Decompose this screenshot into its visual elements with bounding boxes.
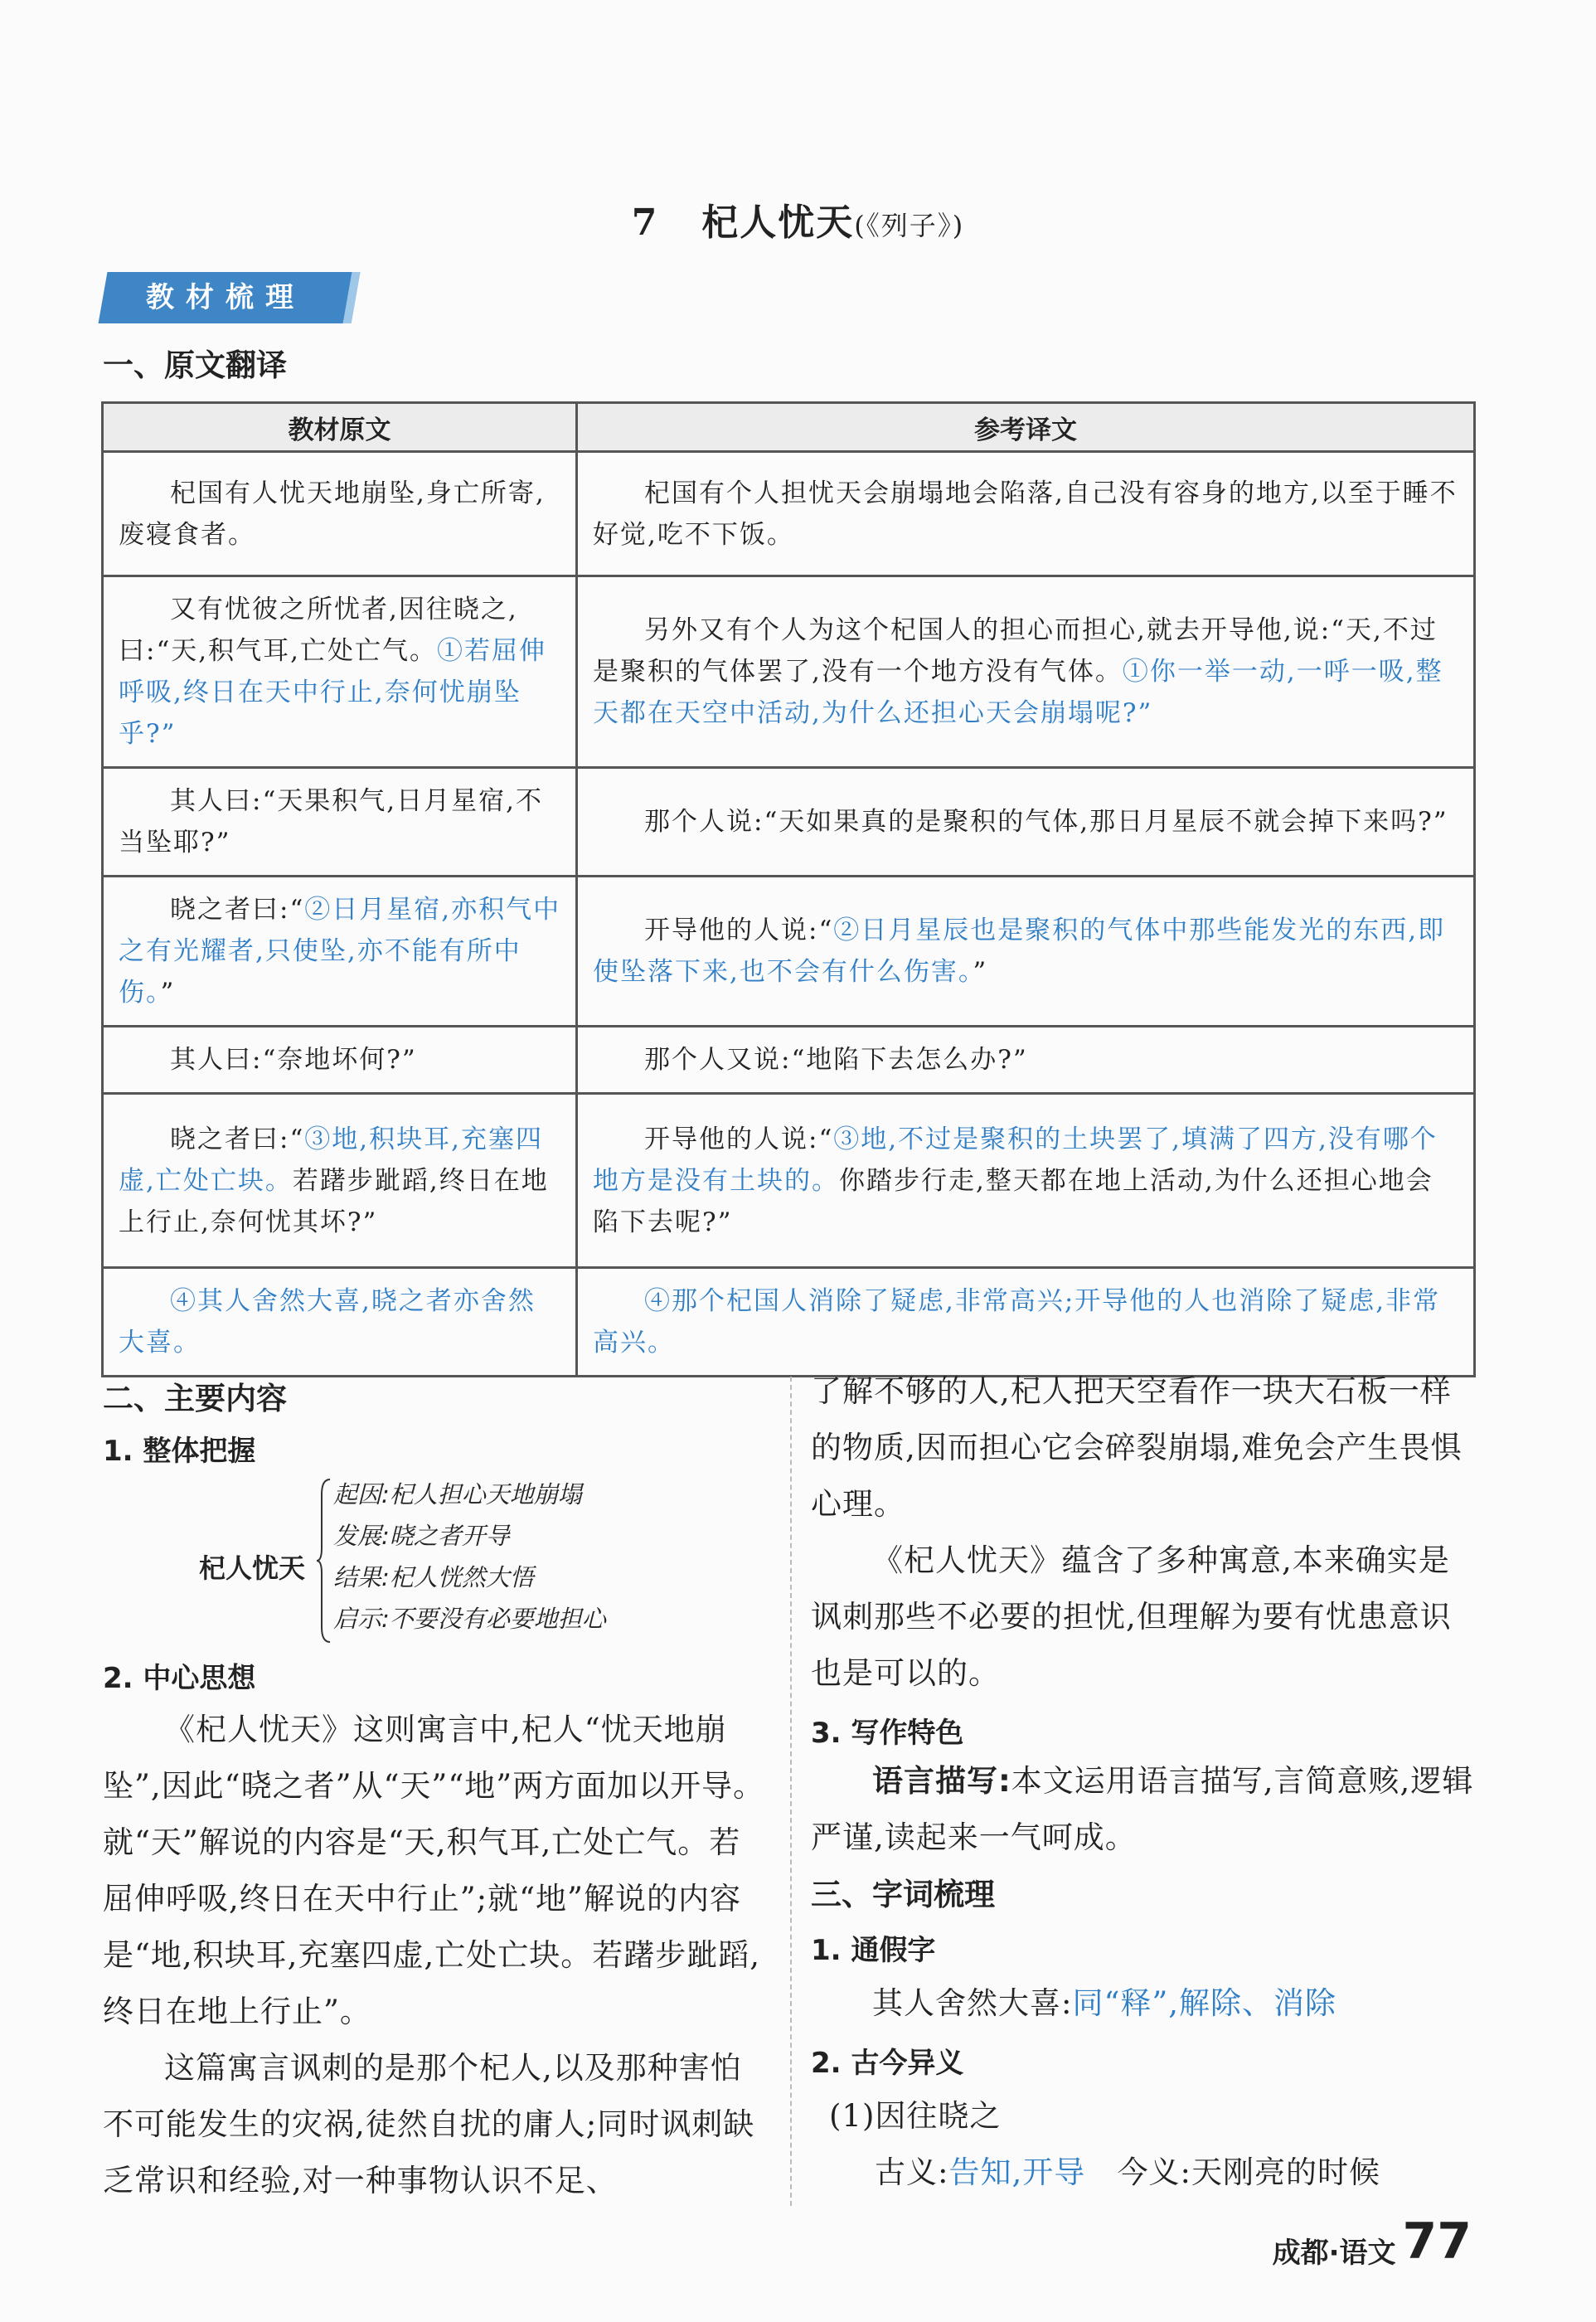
lesson-name: 杞人忧天: [701, 202, 855, 244]
diagram-branch: 发展:晓之者开导: [333, 1522, 510, 1550]
trans-cell: ④那个杞国人消除了疑虑,非常高兴;开导他的人也消除了疑虑,非常高兴。: [577, 1268, 1475, 1377]
section-heading-3: 三、字词梳理: [811, 1877, 995, 1912]
orig-cell: ④其人舍然大喜,晓之者亦舍然大喜。: [103, 1268, 577, 1377]
central-idea-text: 《杞人忧天》这则寓言中,杞人“忧天地崩坠”,因此“晓之者”从“天”“地”两方面加以开导。就“天”解说的内容是“天,积气耳,亡处亡气。若屈伸呼吸,终日在天中行止”;就“地”解说的内容是“地,积块耳,充塞四虚,亡处亡块。若躇步跐蹈,终日在地上行止”。 这篇寓言讽刺的是那个杞人,以及那种害怕不可能发生的灾祸,徒然自扰的庸人;同时讽刺缺乏常识和经验,对一种事物认识不足、: [103, 1712, 765, 2198]
section-badge: 教材梳理: [99, 272, 361, 323]
right-column-text: 了解不够的人,杞人把天空看作一块大石板一样的物质,因而担心它会碎裂崩塌,难免会产生畏惧心理。 《杞人忧天》蕴含了多种寓意,本来确实是讽刺那些不必要的担忧,但理解为要有忧患意识也是可以的。: [811, 1373, 1463, 1691]
subheading-writing-style: 3. 写作特色: [811, 1717, 964, 1750]
trans-cell: 开导他的人说:“③地,不过是聚积的土块罢了,填满了四方,没有哪个地方是没有土块的。你踏步行走,整天都在地上活动,为什么还担心地会陷下去呢?”: [577, 1094, 1475, 1268]
subheading-tongjia: 1. 通假字: [811, 1934, 936, 1967]
column-divider: [790, 1377, 792, 2206]
orig-cell: 其人曰:“奈地坏何?”: [103, 1027, 577, 1094]
section-heading-2: 二、主要内容: [103, 1381, 287, 1416]
section-heading-1: 一、原文翻译: [103, 347, 287, 383]
diagram-root: 杞人忧天: [199, 1552, 306, 1584]
orig-cell: 其人曰:“天果积气,日月星宿,不当坠耶?”: [103, 768, 577, 877]
orig-cell: 晓之者曰:“②日月星宿,亦积气中之有光耀者,只使坠,亦不能有所中伤。”: [103, 877, 577, 1027]
page-footer: [1273, 2213, 1472, 2271]
translation-table: [101, 401, 1476, 1377]
table-row: [103, 1094, 1475, 1268]
table-row: [103, 576, 1475, 768]
subheading-overall: 1. 整体把握: [103, 1435, 256, 1468]
orig-cell: 杞国有人忧天地崩坠,身亡所寄,废寝食者。: [103, 452, 577, 576]
trans-cell: 那个人说:“天如果真的是聚积的气体,那日月星辰不就会掉下来吗?”: [577, 768, 1475, 877]
table-row: [103, 768, 1475, 877]
brace-icon: [315, 1478, 332, 1644]
diagram-branch: 起因:杞人担心天地崩塌: [333, 1480, 582, 1508]
table-row: [103, 452, 1475, 576]
diagram-branch: 结果:杞人恍然大悟: [333, 1563, 534, 1591]
orig-cell: 又有忧彼之所忧者,因往晓之,曰:“天,积气耳,亡处亡气。①若屈伸呼吸,终日在天中行止,奈何忧崩坠乎?”: [103, 576, 577, 768]
summary-diagram: [199, 1468, 696, 1650]
table-row: [103, 1027, 1475, 1094]
lesson-title: [0, 192, 1596, 245]
table-header: 教材原文: [103, 403, 577, 452]
subheading-central-idea: 2. 中心思想: [103, 1662, 256, 1695]
subheading-gujin: 2. 古今异义: [811, 2047, 964, 2080]
lesson-number: 7: [631, 202, 659, 244]
table-row: [103, 1268, 1475, 1377]
lesson-source: (《列子》): [854, 210, 965, 241]
page-number: 77: [1402, 2213, 1472, 2271]
trans-cell: 另外又有个人为这个杞国人的担心而担心,就去开导他,说:“天,不过是聚积的气体罢了,没有一个地方没有气体。①你一举一动,一呼一吸,整天都在天空中活动,为什么还担心天会崩塌呢?”: [577, 576, 1475, 768]
trans-cell: 杞国有个人担忧天会崩塌地会陷落,自己没有容身的地方,以至于睡不好觉,吃不下饭。: [577, 452, 1475, 576]
orig-cell: 晓之者曰:“③地,积块耳,充塞四虚,亡处亡块。若躇步跐蹈,终日在地上行止,奈何忧其坏?”: [103, 1094, 577, 1268]
table-header-row: [103, 403, 1475, 452]
table-row: [103, 877, 1475, 1027]
trans-cell: 那个人又说:“地陷下去怎么办?”: [577, 1027, 1475, 1094]
table-header: 参考译文: [577, 403, 1475, 452]
writing-style-text: 语言描写:本文运用语言描写,言简意赅,逻辑严谨,读起来一气呵成。: [811, 1763, 1474, 1855]
tongjia-line: 其人舍然大喜:同“释”,解除、消除: [872, 1985, 1337, 2021]
trans-cell: 开导他的人说:“②日月星辰也是聚积的气体中那些能发光的东西,即使坠落下来,也不会有什么伤害。”: [577, 877, 1475, 1027]
gujin-item: (1)因往晓之 古义:告知,开导 今义:天刚亮的时候: [829, 2098, 1380, 2190]
diagram-branch: 启示:不要没有必要地担心: [333, 1605, 606, 1633]
footer-label: 成都·语文: [1272, 2237, 1396, 2270]
